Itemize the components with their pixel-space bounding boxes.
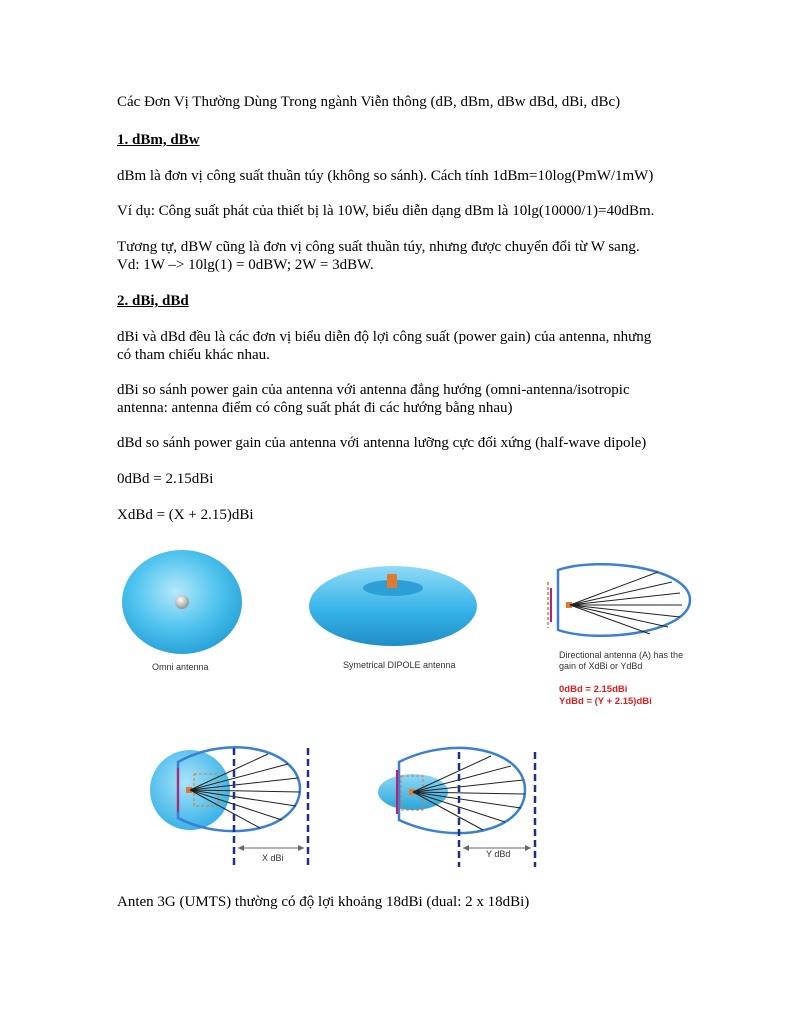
dipole-vs-directional-figure <box>375 742 550 872</box>
x-dbi-label: X dBi <box>262 853 284 863</box>
paragraph: Tương tự, dBW cũng là đơn vị công suất thuần túy, nhưng được chuyển đổi từ W sang. <box>117 239 640 255</box>
omni-antenna-caption: Omni antenna <box>152 662 209 672</box>
paragraph: Ví dụ: Công suất phát của thiết bị là 10W, biểu diễn dạng dBm là 10lg(10000/1)=40dBm. <box>117 203 655 219</box>
footer-paragraph: Anten 3G (UMTS) thường có độ lợi khoảng 18dBi (dual: 2 x 18dBi) <box>117 894 530 910</box>
section-1-heading: 1. dBm, dBw <box>117 132 200 148</box>
directional-antenna-figure <box>540 562 695 637</box>
paragraph: dBd so sánh power gain của antenna với antenna lưỡng cực đối xứng (half-wave dipole) <box>117 435 647 451</box>
equation: XdBd = (X + 2.15)dBi <box>117 507 254 523</box>
paragraph: có tham chiếu khác nhau. <box>117 347 270 363</box>
paragraph: dBm là đơn vị công suất thuần túy (không so sánh). Cách tính 1dBm=10log(PmW/1mW) <box>117 168 654 184</box>
equation: 0dBd = 2.15dBi <box>117 471 214 487</box>
dipole-antenna-caption: Symetrical DIPOLE antenna <box>343 660 456 670</box>
paragraph: Vd: 1W –> 10lg(1) = 0dBW; 2W = 3dBW. <box>117 257 374 273</box>
y-dbd-label: Y dBd <box>486 849 511 859</box>
directional-caption-line-2: gain of XdBi or YdBd <box>559 661 643 671</box>
paragraph: antenna: antenna điểm có công suất phát đi các hướng bằng nhau) <box>117 400 513 416</box>
omni-antenna-figure <box>120 550 250 660</box>
dipole-antenna-figure <box>305 560 485 650</box>
paragraph: dBi so sánh power gain của antenna với antenna đẳng hướng (omni-antenna/isotropic <box>117 382 630 398</box>
paragraph: dBi và dBd đều là các đơn vị biểu diễn độ lợi công suất (power gain) của antenna, nhưng <box>117 329 652 345</box>
section-2-heading: 2. dBi, dBd <box>117 293 189 309</box>
document-title: Các Đơn Vị Thường Dùng Trong ngành Viễn thông (dB, dBm, dBw dBd, dBi, dBc) <box>117 94 621 110</box>
omni-vs-directional-figure <box>148 740 323 870</box>
formula-0dbd: 0dBd = 2.15dBi <box>559 684 628 695</box>
directional-caption-line-1: Directional antenna (A) has the <box>559 650 684 660</box>
formula-ydbd: YdBd = (Y + 2.15)dBi <box>559 696 652 707</box>
